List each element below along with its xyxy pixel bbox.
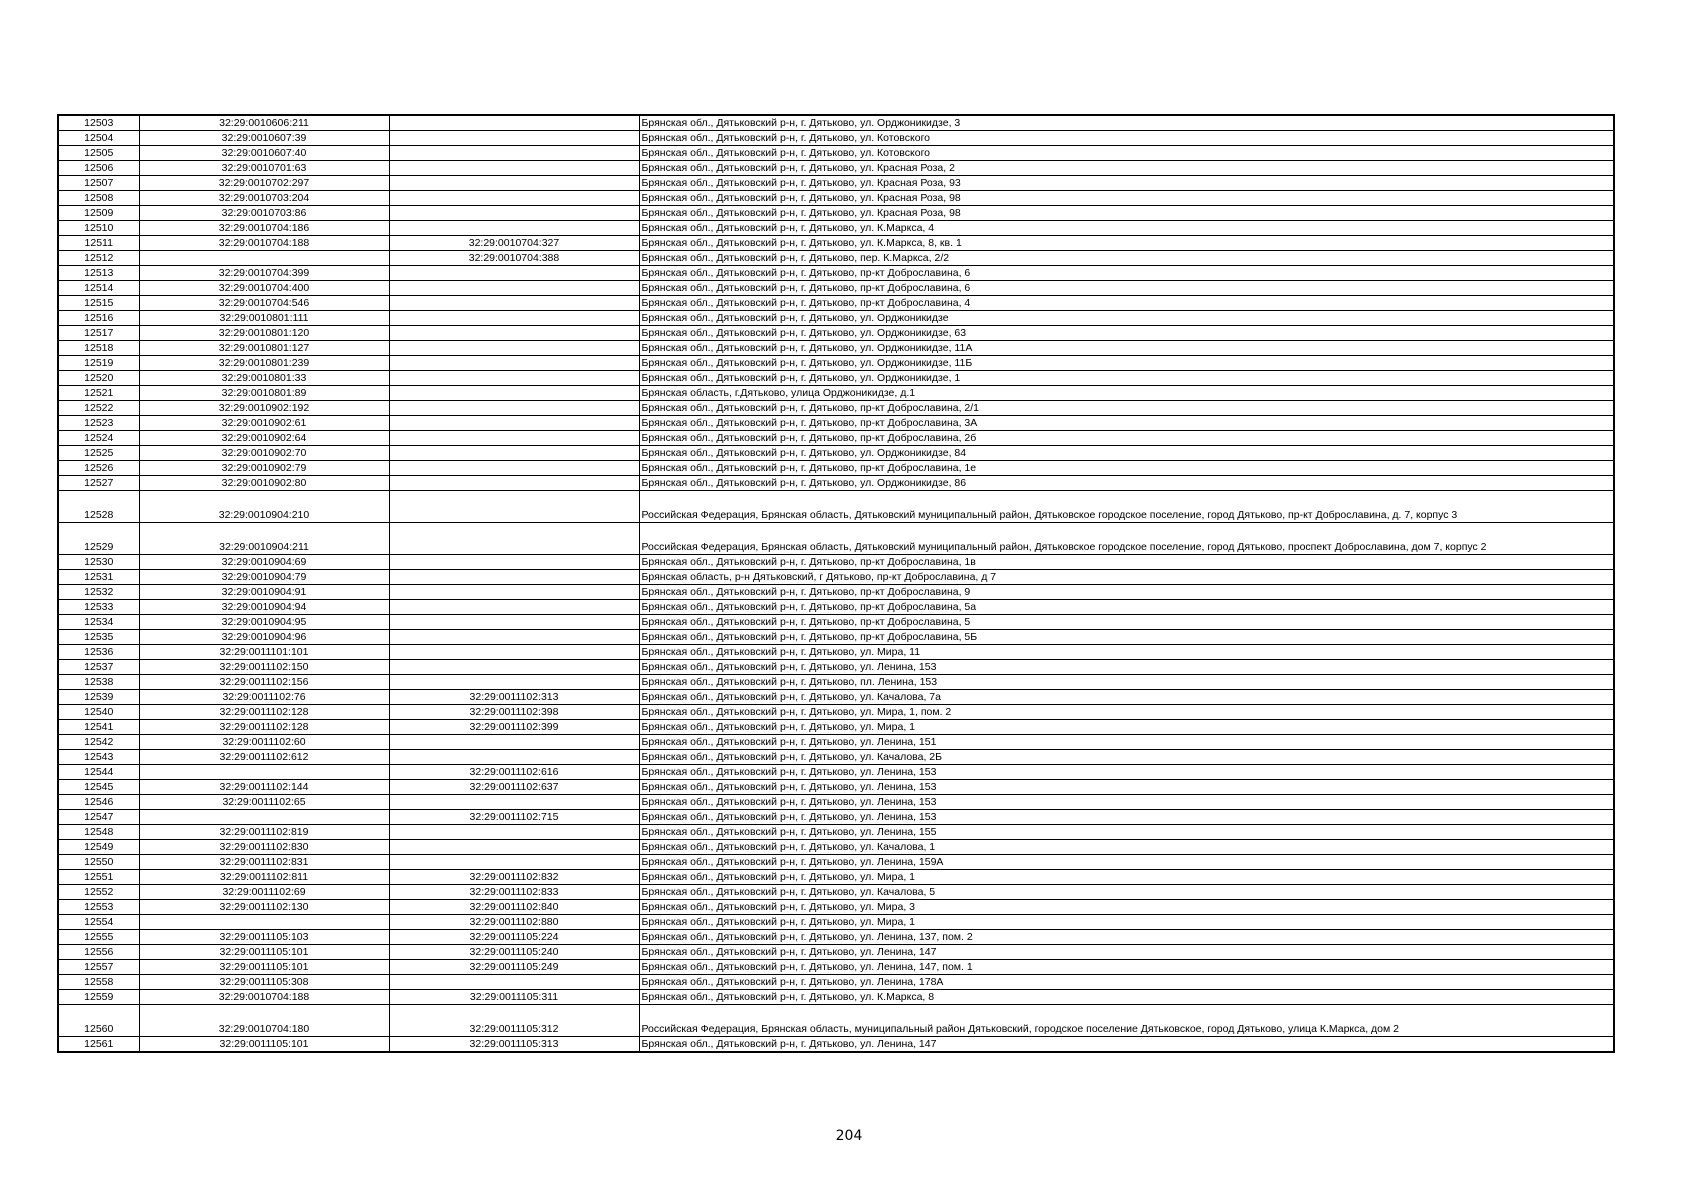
cadastral-number-cell: 32:29:0011102:811 [139,870,389,885]
cadastral-number-cell: 32:29:0010904:79 [139,570,389,585]
row-number-cell: 12561 [58,1037,139,1053]
cadastral-number-cell: 32:29:0011102:76 [139,690,389,705]
linked-cadastral-number-cell [389,660,639,675]
linked-cadastral-number-cell: 32:29:0011102:880 [389,915,639,930]
table-row [58,825,1614,840]
address-cell: Брянская обл., Дятьковский р-н, г. Дятьково, пр-кт Доброславина, 1в [639,555,1614,570]
row-number-cell: 12509 [58,206,139,221]
address-cell: Брянская обл., Дятьковский р-н, г. Дятьково, ул. Орджоникидзе, 11Б [639,356,1614,371]
cadastral-number-cell: 32:29:0011101:101 [139,645,389,660]
table-row [58,690,1614,705]
cadastral-number-cell: 32:29:0011102:612 [139,750,389,765]
address-cell: Брянская обл., Дятьковский р-н, г. Дятьково, ул. Ленина, 153 [639,780,1614,795]
row-number-cell: 12526 [58,461,139,476]
table-row [58,1037,1614,1053]
address-cell: Брянская обл., Дятьковский р-н, г. Дятьково, ул. Красная Роза, 2 [639,161,1614,176]
table-row [58,735,1614,750]
row-number-cell: 12505 [58,146,139,161]
row-number-cell: 12554 [58,915,139,930]
row-number-cell: 12521 [58,386,139,401]
cadastral-number-cell: 32:29:0010902:61 [139,416,389,431]
address-cell: Российская Федерация, Брянская область, муниципальный район Дятьковский, городское поселение Дятьковское, город Дятьково, улица К.Маркса, дом 2 [639,1005,1614,1037]
address-cell: Брянская обл., Дятьковский р-н, г. Дятьково, пр-кт Доброславина, 5Б [639,630,1614,645]
row-number-cell: 12535 [58,630,139,645]
table-row [58,810,1614,825]
linked-cadastral-number-cell [389,266,639,281]
table-row [58,705,1614,720]
address-cell: Брянская обл., Дятьковский р-н, г. Дятьково, ул. Красная Роза, 93 [639,176,1614,191]
linked-cadastral-number-cell [389,555,639,570]
cadastral-number-cell: 32:29:0010704:186 [139,221,389,236]
property-table [57,114,1615,1053]
table-body [58,115,1614,1052]
linked-cadastral-number-cell: 32:29:0010704:327 [389,236,639,251]
row-number-cell: 12543 [58,750,139,765]
linked-cadastral-number-cell: 32:29:0011102:715 [389,810,639,825]
row-number-cell: 12513 [58,266,139,281]
table-row [58,356,1614,371]
cadastral-number-cell: 32:29:0011102:60 [139,735,389,750]
row-number-cell: 12536 [58,645,139,660]
linked-cadastral-number-cell: 32:29:0011102:833 [389,885,639,900]
table-row [58,720,1614,735]
linked-cadastral-number-cell [389,386,639,401]
linked-cadastral-number-cell [389,750,639,765]
table-row [58,960,1614,975]
cadastral-number-cell: 32:29:0010801:111 [139,311,389,326]
linked-cadastral-number-cell [389,115,639,131]
cadastral-number-cell: 32:29:0010904:69 [139,555,389,570]
row-number-cell: 12552 [58,885,139,900]
row-number-cell: 12530 [58,555,139,570]
table-row [58,296,1614,311]
cadastral-number-cell: 32:29:0010606:211 [139,115,389,131]
address-cell: Брянская область, г.Дятьково, улица Орджоникидзе, д.1 [639,386,1614,401]
row-number-cell: 12548 [58,825,139,840]
cadastral-number-cell [139,251,389,266]
cadastral-number-cell: 32:29:0010704:546 [139,296,389,311]
table-row [58,326,1614,341]
table-row [58,840,1614,855]
linked-cadastral-number-cell [389,795,639,810]
row-number-cell: 12544 [58,765,139,780]
table-row [58,765,1614,780]
cadastral-number-cell [139,765,389,780]
row-number-cell: 12550 [58,855,139,870]
linked-cadastral-number-cell [389,431,639,446]
address-cell: Брянская обл., Дятьковский р-н, г. Дятьково, ул. Ленина, 153 [639,660,1614,675]
cadastral-number-cell: 32:29:0010701:63 [139,161,389,176]
row-number-cell: 12559 [58,990,139,1005]
row-number-cell: 12547 [58,810,139,825]
cadastral-number-cell: 32:29:0011102:65 [139,795,389,810]
address-cell: Брянская обл., Дятьковский р-н, г. Дятьково, ул. Качалова, 1 [639,840,1614,855]
row-number-cell: 12538 [58,675,139,690]
table-row [58,461,1614,476]
table-row [58,236,1614,251]
address-cell: Российская Федерация, Брянская область, Дятьковский муниципальный район, Дятьковское городское поселение, город Дятьково, проспект Доброславина, дом 7, корпус 2 [639,523,1614,555]
linked-cadastral-number-cell [389,176,639,191]
row-number-cell: 12525 [58,446,139,461]
address-cell: Брянская обл., Дятьковский р-н, г. Дятьково, пл. Ленина, 153 [639,675,1614,690]
linked-cadastral-number-cell [389,281,639,296]
linked-cadastral-number-cell [389,645,639,660]
address-cell: Брянская обл., Дятьковский р-н, г. Дятьково, ул. Красная Роза, 98 [639,191,1614,206]
address-cell: Брянская обл., Дятьковский р-н, г. Дятьково, ул. Котовского [639,146,1614,161]
linked-cadastral-number-cell [389,975,639,990]
linked-cadastral-number-cell: 32:29:0011105:249 [389,960,639,975]
address-cell: Брянская обл., Дятьковский р-н, г. Дятьково, ул. Ленина, 178А [639,975,1614,990]
address-cell: Российская Федерация, Брянская область, Дятьковский муниципальный район, Дятьковское городское поселение, город Дятьково, пр-кт Доброславина, д. 7, корпус 3 [639,491,1614,523]
cadastral-number-cell: 32:29:0011105:101 [139,1037,389,1053]
cadastral-number-cell: 32:29:0010702:297 [139,176,389,191]
cadastral-number-cell: 32:29:0010801:127 [139,341,389,356]
table-row [58,930,1614,945]
linked-cadastral-number-cell [389,735,639,750]
linked-cadastral-number-cell [389,311,639,326]
address-cell: Брянская обл., Дятьковский р-н, г. Дятьково, пр-кт Доброславина, 9 [639,585,1614,600]
address-cell: Брянская обл., Дятьковский р-н, г. Дятьково, ул. Ленина, 151 [639,735,1614,750]
row-number-cell: 12514 [58,281,139,296]
cadastral-number-cell: 32:29:0010607:39 [139,131,389,146]
cadastral-number-cell: 32:29:0010902:70 [139,446,389,461]
cadastral-number-cell: 32:29:0010704:180 [139,1005,389,1037]
address-cell: Брянская обл., Дятьковский р-н, г. Дятьково, пр-кт Доброславина, 3А [639,416,1614,431]
row-number-cell: 12524 [58,431,139,446]
cadastral-number-cell: 32:29:0010902:80 [139,476,389,491]
table-row [58,915,1614,930]
address-cell: Брянская обл., Дятьковский р-н, г. Дятьково, пр-кт Доброславина, 2/1 [639,401,1614,416]
table-row [58,476,1614,491]
table-row [58,161,1614,176]
row-number-cell: 12558 [58,975,139,990]
row-number-cell: 12520 [58,371,139,386]
cadastral-number-cell: 32:29:0010904:91 [139,585,389,600]
linked-cadastral-number-cell [389,191,639,206]
cadastral-number-cell: 32:29:0011102:830 [139,840,389,855]
table-row [58,281,1614,296]
table-row [58,386,1614,401]
linked-cadastral-number-cell [389,461,639,476]
linked-cadastral-number-cell: 32:29:0011102:616 [389,765,639,780]
cadastral-number-cell: 32:29:0011102:156 [139,675,389,690]
linked-cadastral-number-cell [389,675,639,690]
row-number-cell: 12533 [58,600,139,615]
address-cell: Брянская обл., Дятьковский р-н, г. Дятьково, ул. Ленина, 137, пом. 2 [639,930,1614,945]
table-row [58,206,1614,221]
row-number-cell: 12545 [58,780,139,795]
address-cell: Брянская обл., Дятьковский р-н, г. Дятьково, ул. Мира, 1, пом. 2 [639,705,1614,720]
cadastral-number-cell: 32:29:0011102:831 [139,855,389,870]
table-row [58,945,1614,960]
row-number-cell: 12511 [58,236,139,251]
cadastral-number-cell: 32:29:0011102:128 [139,705,389,720]
cadastral-number-cell: 32:29:0010904:94 [139,600,389,615]
cadastral-number-cell: 32:29:0010902:192 [139,401,389,416]
row-number-cell: 12542 [58,735,139,750]
linked-cadastral-number-cell [389,570,639,585]
table-row [58,191,1614,206]
address-cell: Брянская обл., Дятьковский р-н, г. Дятьково, ул. Котовского [639,131,1614,146]
row-number-cell: 12518 [58,341,139,356]
linked-cadastral-number-cell [389,146,639,161]
linked-cadastral-number-cell [389,416,639,431]
cadastral-number-cell [139,810,389,825]
row-number-cell: 12531 [58,570,139,585]
table-row [58,446,1614,461]
row-number-cell: 12529 [58,523,139,555]
linked-cadastral-number-cell: 32:29:0011105:311 [389,990,639,1005]
row-number-cell: 12539 [58,690,139,705]
row-number-cell: 12541 [58,720,139,735]
row-number-cell: 12516 [58,311,139,326]
address-cell: Брянская обл., Дятьковский р-н, г. Дятьково, ул. Качалова, 2Б [639,750,1614,765]
table-row [58,900,1614,915]
cadastral-number-cell: 32:29:0010902:79 [139,461,389,476]
linked-cadastral-number-cell [389,161,639,176]
cadastral-number-cell: 32:29:0010704:188 [139,236,389,251]
linked-cadastral-number-cell [389,401,639,416]
address-cell: Брянская обл., Дятьковский р-н, г. Дятьково, ул. Мира, 3 [639,900,1614,915]
table-row [58,975,1614,990]
linked-cadastral-number-cell: 32:29:0011102:398 [389,705,639,720]
table-row [58,585,1614,600]
address-cell: Брянская обл., Дятьковский р-н, г. Дятьково, ул. Мира, 1 [639,870,1614,885]
row-number-cell: 12515 [58,296,139,311]
address-cell: Брянская обл., Дятьковский р-н, г. Дятьково, ул. Ленина, 155 [639,825,1614,840]
linked-cadastral-number-cell: 32:29:0011102:313 [389,690,639,705]
table-row [58,523,1614,555]
cadastral-number-cell: 32:29:0010704:188 [139,990,389,1005]
cadastral-number-cell: 32:29:0010704:400 [139,281,389,296]
address-cell: Брянская обл., Дятьковский р-н, г. Дятьково, пр-кт Доброславина, 4 [639,296,1614,311]
table-row [58,491,1614,523]
address-cell: Брянская обл., Дятьковский р-н, г. Дятьково, ул. Ленина, 147 [639,945,1614,960]
linked-cadastral-number-cell [389,615,639,630]
linked-cadastral-number-cell [389,630,639,645]
address-cell: Брянская обл., Дятьковский р-н, г. Дятьково, ул. Орджоникидзе, 1 [639,371,1614,386]
address-cell: Брянская обл., Дятьковский р-н, г. Дятьково, ул. Орджоникидзе, 11А [639,341,1614,356]
cadastral-number-cell: 32:29:0011105:101 [139,945,389,960]
cadastral-number-cell: 32:29:0010703:204 [139,191,389,206]
linked-cadastral-number-cell [389,206,639,221]
cadastral-number-cell: 32:29:0010902:64 [139,431,389,446]
table-row [58,750,1614,765]
linked-cadastral-number-cell [389,446,639,461]
cadastral-number-cell: 32:29:0011102:69 [139,885,389,900]
row-number-cell: 12555 [58,930,139,945]
table-row [58,131,1614,146]
row-number-cell: 12528 [58,491,139,523]
table-row [58,675,1614,690]
linked-cadastral-number-cell: 32:29:0011105:313 [389,1037,639,1053]
cadastral-number-cell: 32:29:0010704:399 [139,266,389,281]
row-number-cell: 12503 [58,115,139,131]
table-row [58,645,1614,660]
address-cell: Брянская обл., Дятьковский р-н, г. Дятьково, пр-кт Доброславина, 6 [639,281,1614,296]
page-number: 204 [835,1128,863,1144]
row-number-cell: 12551 [58,870,139,885]
cadastral-number-cell: 32:29:0010801:239 [139,356,389,371]
address-cell: Брянская обл., Дятьковский р-н, г. Дятьково, ул. К.Маркса, 8, кв. 1 [639,236,1614,251]
table-row [58,780,1614,795]
row-number-cell: 12522 [58,401,139,416]
row-number-cell: 12534 [58,615,139,630]
linked-cadastral-number-cell [389,341,639,356]
row-number-cell: 12510 [58,221,139,236]
table-row [58,660,1614,675]
address-cell: Брянская обл., Дятьковский р-н, г. Дятьково, пр-кт Доброславина, 5а [639,600,1614,615]
table-row [58,416,1614,431]
row-number-cell: 12557 [58,960,139,975]
address-cell: Брянская обл., Дятьковский р-н, г. Дятьково, ул. Ленина, 147, пом. 1 [639,960,1614,975]
table-row [58,371,1614,386]
cadastral-number-cell: 32:29:0011102:819 [139,825,389,840]
address-cell: Брянская обл., Дятьковский р-н, г. Дятьково, ул. Ленина, 159А [639,855,1614,870]
linked-cadastral-number-cell [389,221,639,236]
cadastral-number-cell: 32:29:0010904:95 [139,615,389,630]
address-cell: Брянская обл., Дятьковский р-н, г. Дятьково, ул. К.Маркса, 8 [639,990,1614,1005]
table-row [58,115,1614,131]
linked-cadastral-number-cell [389,491,639,523]
linked-cadastral-number-cell [389,585,639,600]
linked-cadastral-number-cell: 32:29:0011105:312 [389,1005,639,1037]
cadastral-number-cell: 32:29:0010607:40 [139,146,389,161]
row-number-cell: 12553 [58,900,139,915]
row-number-cell: 12512 [58,251,139,266]
cadastral-number-cell: 32:29:0011105:308 [139,975,389,990]
table-row [58,146,1614,161]
address-cell: Брянская обл., Дятьковский р-н, г. Дятьково, ул. Ленина, 147 [639,1037,1614,1053]
row-number-cell: 12527 [58,476,139,491]
address-cell: Брянская обл., Дятьковский р-н, г. Дятьково, ул. Орджоникидзе, 86 [639,476,1614,491]
table-row [58,570,1614,585]
address-cell: Брянская обл., Дятьковский р-н, г. Дятьково, пер. К.Маркса, 2/2 [639,251,1614,266]
linked-cadastral-number-cell [389,356,639,371]
cadastral-number-cell: 32:29:0010904:211 [139,523,389,555]
row-number-cell: 12504 [58,131,139,146]
row-number-cell: 12549 [58,840,139,855]
address-cell: Брянская обл., Дятьковский р-н, г. Дятьково, пр-кт Доброславина, 2б [639,431,1614,446]
row-number-cell: 12517 [58,326,139,341]
linked-cadastral-number-cell: 32:29:0011102:840 [389,900,639,915]
table-row [58,341,1614,356]
table-row [58,266,1614,281]
linked-cadastral-number-cell: 32:29:0011102:637 [389,780,639,795]
row-number-cell: 12507 [58,176,139,191]
table-row [58,176,1614,191]
address-cell: Брянская обл., Дятьковский р-н, г. Дятьково, ул. Качалова, 5 [639,885,1614,900]
row-number-cell: 12546 [58,795,139,810]
linked-cadastral-number-cell: 32:29:0011102:832 [389,870,639,885]
address-cell: Брянская обл., Дятьковский р-н, г. Дятьково, ул. Ленина, 153 [639,795,1614,810]
table-row [58,870,1614,885]
table-row [58,555,1614,570]
cadastral-number-cell: 32:29:0011102:128 [139,720,389,735]
table-row [58,431,1614,446]
linked-cadastral-number-cell [389,840,639,855]
linked-cadastral-number-cell [389,476,639,491]
linked-cadastral-number-cell [389,523,639,555]
row-number-cell: 12532 [58,585,139,600]
cadastral-number-cell: 32:29:0010801:120 [139,326,389,341]
row-number-cell: 12537 [58,660,139,675]
address-cell: Брянская обл., Дятьковский р-н, г. Дятьково, ул. Мира, 1 [639,720,1614,735]
address-cell: Брянская обл., Дятьковский р-н, г. Дятьково, ул. Мира, 1 [639,915,1614,930]
linked-cadastral-number-cell [389,326,639,341]
linked-cadastral-number-cell: 32:29:0010704:388 [389,251,639,266]
linked-cadastral-number-cell [389,825,639,840]
address-cell: Брянская обл., Дятьковский р-н, г. Дятьково, ул. Качалова, 7а [639,690,1614,705]
address-cell: Брянская обл., Дятьковский р-н, г. Дятьково, ул. Орджоникидзе, 63 [639,326,1614,341]
table-row [58,795,1614,810]
linked-cadastral-number-cell [389,371,639,386]
address-cell: Брянская обл., Дятьковский р-н, г. Дятьково, ул. Ленина, 153 [639,765,1614,780]
table-row [58,221,1614,236]
address-cell: Брянская обл., Дятьковский р-н, г. Дятьково, ул. К.Маркса, 4 [639,221,1614,236]
linked-cadastral-number-cell: 32:29:0011105:224 [389,930,639,945]
table-row [58,855,1614,870]
linked-cadastral-number-cell [389,855,639,870]
cadastral-number-cell: 32:29:0011102:144 [139,780,389,795]
cadastral-number-cell [139,915,389,930]
linked-cadastral-number-cell [389,131,639,146]
address-cell: Брянская обл., Дятьковский р-н, г. Дятьково, пр-кт Доброславина, 5 [639,615,1614,630]
address-cell: Брянская обл., Дятьковский р-н, г. Дятьково, пр-кт Доброславина, 1е [639,461,1614,476]
address-cell: Брянская обл., Дятьковский р-н, г. Дятьково, ул. Орджоникидзе, 3 [639,115,1614,131]
table-row [58,311,1614,326]
cadastral-number-cell: 32:29:0010904:96 [139,630,389,645]
address-cell: Брянская обл., Дятьковский р-н, г. Дятьково, ул. Орджоникидзе, 84 [639,446,1614,461]
cadastral-number-cell: 32:29:0010703:86 [139,206,389,221]
address-cell: Брянская обл., Дятьковский р-н, г. Дятьково, пр-кт Доброславина, 6 [639,266,1614,281]
row-number-cell: 12508 [58,191,139,206]
table-row [58,885,1614,900]
address-cell: Брянская область, р-н Дятьковский, г Дятьково, пр-кт Доброславина, д 7 [639,570,1614,585]
linked-cadastral-number-cell: 32:29:0011102:399 [389,720,639,735]
linked-cadastral-number-cell: 32:29:0011105:240 [389,945,639,960]
row-number-cell: 12519 [58,356,139,371]
cadastral-number-cell: 32:29:0010801:33 [139,371,389,386]
cadastral-number-cell: 32:29:0010904:210 [139,491,389,523]
table-row [58,251,1614,266]
cadastral-number-cell: 32:29:0011105:101 [139,960,389,975]
address-cell: Брянская обл., Дятьковский р-н, г. Дятьково, ул. Мира, 11 [639,645,1614,660]
row-number-cell: 12556 [58,945,139,960]
table-row [58,1005,1614,1037]
address-cell: Брянская обл., Дятьковский р-н, г. Дятьково, ул. Ленина, 153 [639,810,1614,825]
row-number-cell: 12560 [58,1005,139,1037]
table-row [58,630,1614,645]
row-number-cell: 12506 [58,161,139,176]
table-row [58,615,1614,630]
cadastral-number-cell: 32:29:0011102:150 [139,660,389,675]
row-number-cell: 12523 [58,416,139,431]
table-row [58,600,1614,615]
cadastral-number-cell: 32:29:0010801:89 [139,386,389,401]
address-cell: Брянская обл., Дятьковский р-н, г. Дятьково, ул. Красная Роза, 98 [639,206,1614,221]
cadastral-number-cell: 32:29:0011102:130 [139,900,389,915]
table-row [58,401,1614,416]
cadastral-number-cell: 32:29:0011105:103 [139,930,389,945]
address-cell: Брянская обл., Дятьковский р-н, г. Дятьково, ул. Орджоникидзе [639,311,1614,326]
table-row [58,990,1614,1005]
linked-cadastral-number-cell [389,296,639,311]
linked-cadastral-number-cell [389,600,639,615]
row-number-cell: 12540 [58,705,139,720]
